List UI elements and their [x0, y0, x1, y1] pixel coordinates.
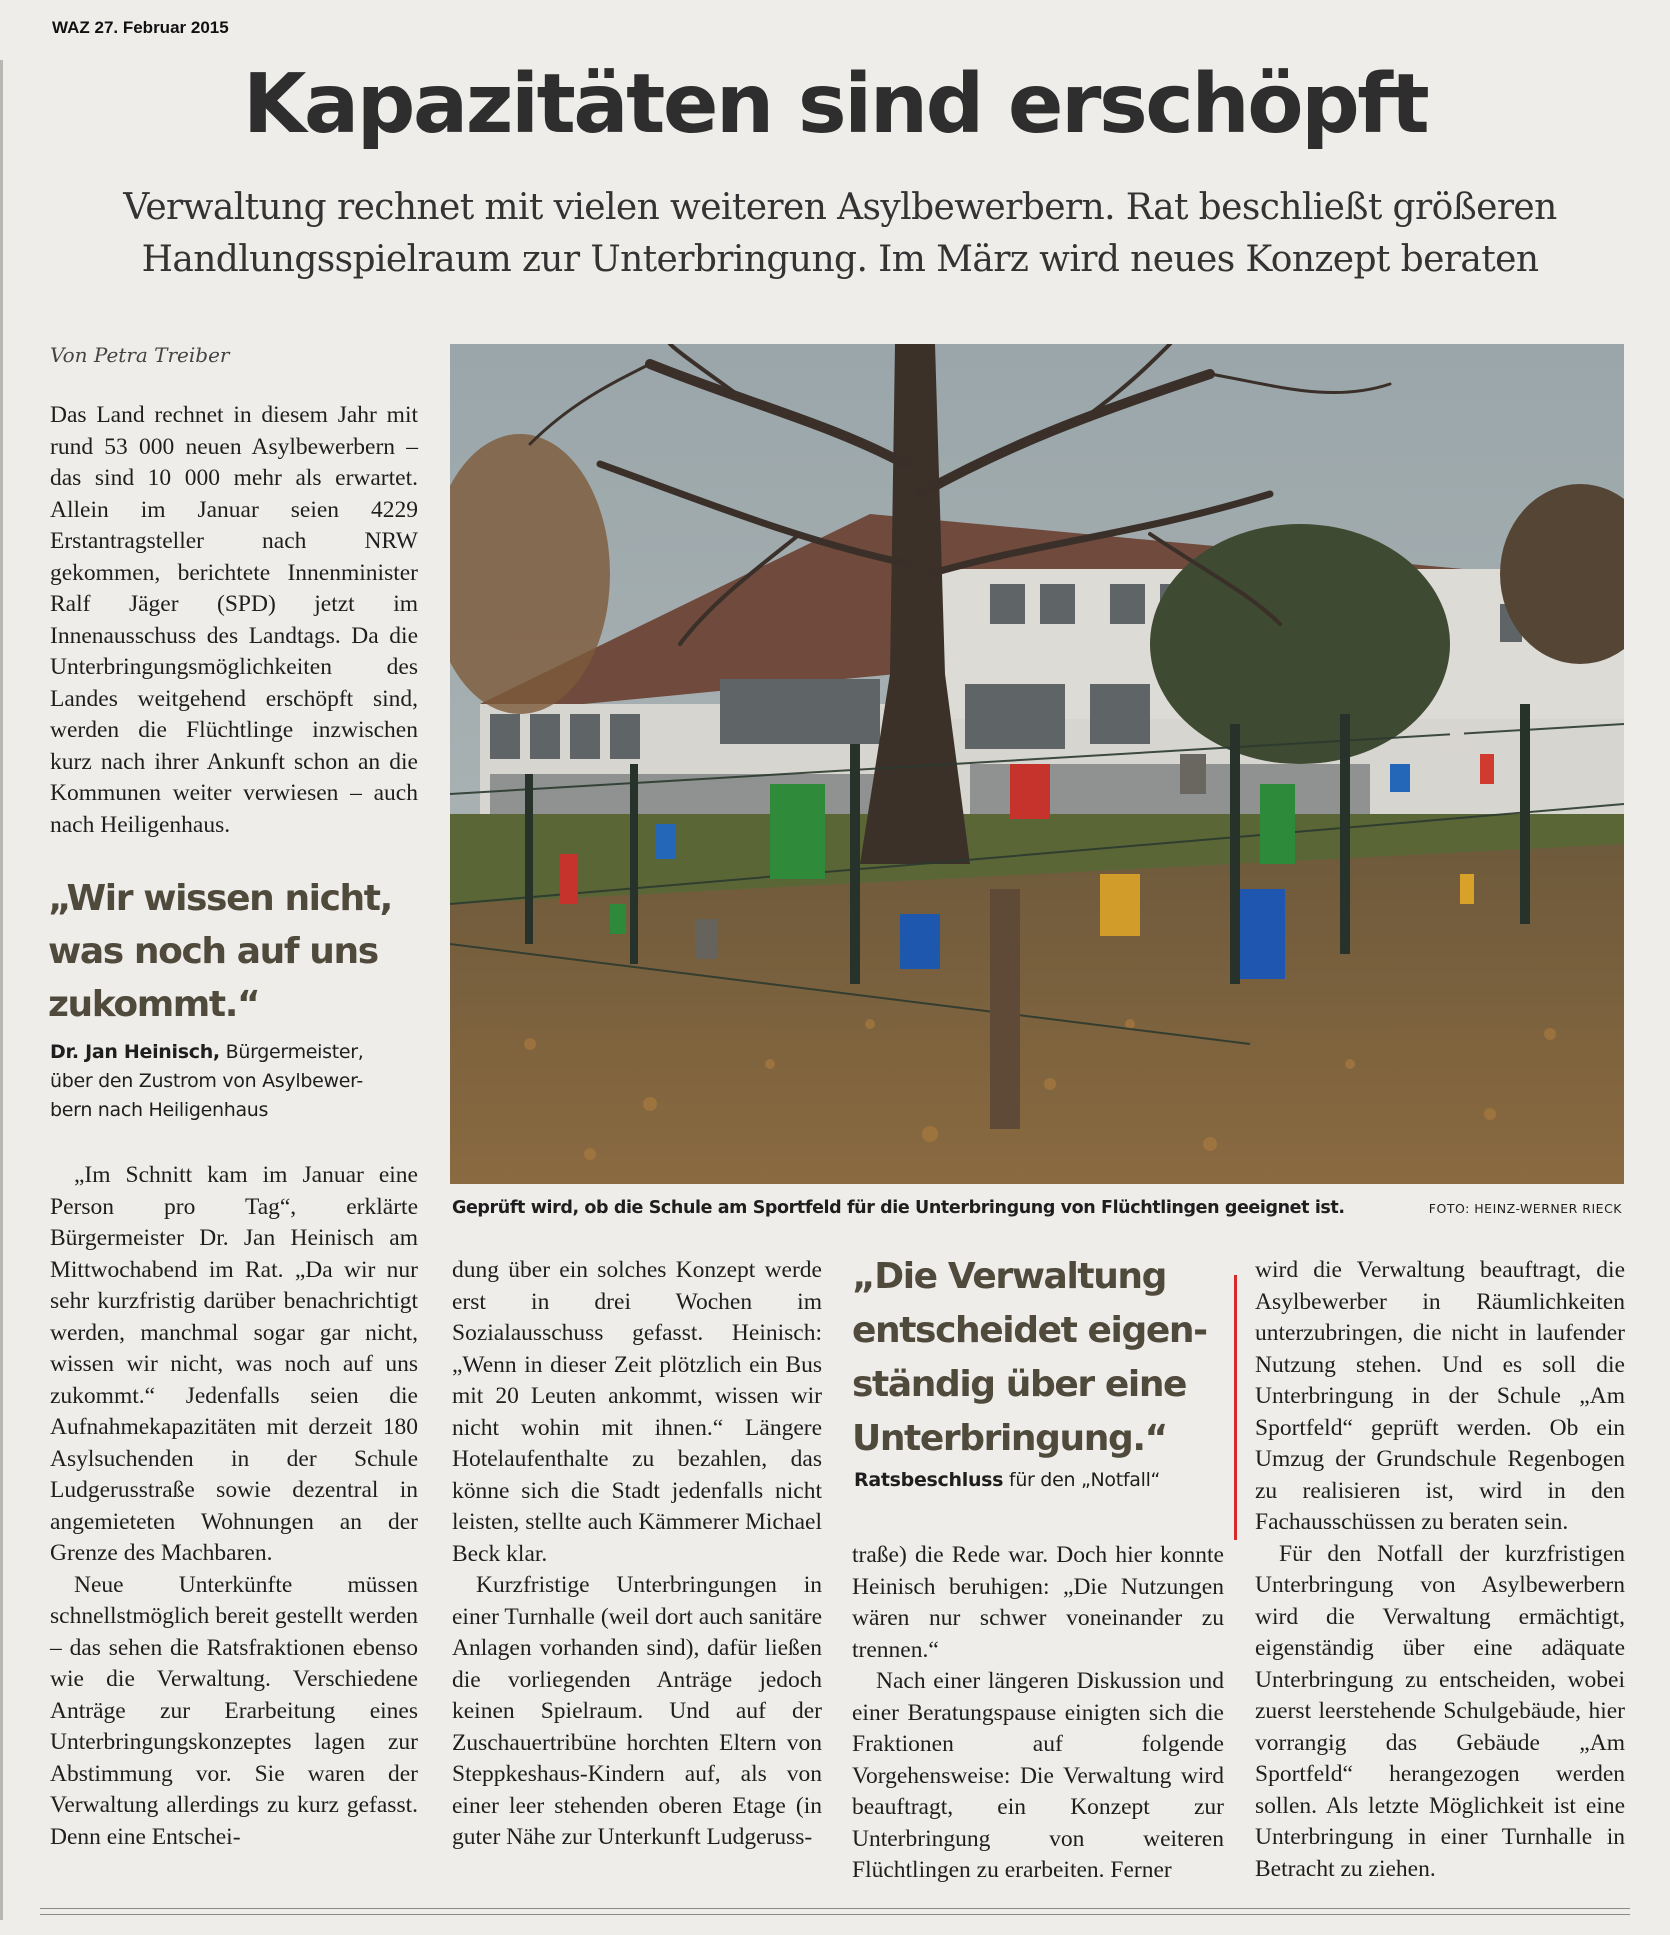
- article-photo: [450, 344, 1624, 1184]
- pull-quote-line: „Die Verwaltung: [852, 1256, 1167, 1297]
- attribution-role: Bürgermeister,: [219, 1041, 364, 1063]
- pull-quote-line: entscheidet eigen-: [852, 1310, 1207, 1351]
- subheadline-line: Verwaltung rechnet mit vielen weiteren Asylbewerbern. Rat beschließt größeren: [123, 187, 1557, 228]
- subheadline: [40, 182, 1640, 286]
- article-paragraph: Für den Notfall der kurzfristigen Unterbringung von Asylbewerbern wird die Verwaltung ermächtigt, eigenständig über eine adäquate Unterbringung zu entscheiden, wobei zuerst leerstehende Schulgebäude, hier vorrangig das Gebäude „Am Sportfeld“ herangezogen werden sollen. Als letzte Möglichkeit ist eine Unterbringung in einer Turnhalle in Betracht zu ziehen.: [1255, 1540, 1625, 1882]
- article-column-1-bottom: [50, 1160, 418, 1853]
- red-divider: [1234, 1275, 1237, 1540]
- pull-quote-1: [48, 872, 428, 1031]
- attribution-line: bern nach Heiligenhaus: [50, 1099, 269, 1121]
- article-column-2: [452, 1255, 822, 1854]
- attribution-rest: für den „Notfall“: [1003, 1469, 1161, 1491]
- article-paragraph: „Im Schnitt kam im Januar eine Person pro Tag“, erklärte Bürgermeister Dr. Jan Heinisch am Mittwochabend im Rat. „Da wir nur sehr kurzfristig darüber benachrichtigt werden, manchmal sogar gar nicht, wissen wir nicht, was noch auf uns zukommt.“ Jedenfalls seien die Aufnahmekapazitäten mit derzeit 180 Asylsuchenden in der Schule Ludgerusstraße sowie dezentral in angemieteten Wohnungen an der Grenze des Machbaren.: [50, 1162, 418, 1566]
- pull-quote-line: was noch auf uns: [48, 931, 378, 972]
- photo-caption: [452, 1198, 1622, 1224]
- attribution-line: über den Zustrom von Asylbewer-: [50, 1070, 363, 1092]
- source-label: WAZ 27. Februar 2015: [52, 18, 229, 37]
- page-edge: [0, 60, 3, 1920]
- photo-credit: FOTO: HEINZ-WERNER RIECK: [1428, 1201, 1622, 1216]
- pull-quote-line: ständig über eine: [852, 1364, 1187, 1405]
- caption-text: Geprüft wird, ob die Schule am Sportfeld für die Unterbringung von Flüchtlingen geeignet ist.: [452, 1198, 1345, 1218]
- pull-quote-2: [852, 1250, 1232, 1466]
- subheadline-line: Handlungsspielraum zur Unterbringung. Im März wird neues Konzept beraten: [141, 239, 1539, 280]
- article-column-4: [1255, 1255, 1625, 1885]
- attribution-bold: Ratsbeschluss: [854, 1469, 1004, 1491]
- article-paragraph: Kurzfristige Unterbringungen in einer Turnhalle (weil dort auch sanitäre Anlagen vorhanden sind), dafür ließen die vorliegenden Anträge jedoch keinen Spielraum. Und auf der Zuschauertribüne horchten Eltern von Steppkeshaus-Kindern auf, als von einer leer stehenden oberen Etage (in guter Nähe zur Unterkunft Ludgeruss-: [452, 1572, 823, 1850]
- article-paragraph: traße) die Rede war. Doch hier konnte Heinisch beruhigen: „Die Nutzungen wären nur schwer voneinander zu trennen.“: [852, 1542, 1224, 1663]
- attribution-name: Dr. Jan Heinisch,: [50, 1041, 220, 1063]
- footer-rule: [40, 1914, 1630, 1915]
- article-column-3: [852, 1540, 1224, 1887]
- byline: Von Petra Treiber: [50, 343, 230, 367]
- pull-quote-line: Unterbringung.“: [852, 1418, 1167, 1459]
- pull-quote-1-attribution: [50, 1038, 430, 1125]
- pull-quote-line: zukommt.“: [48, 984, 260, 1025]
- footer-rule: [40, 1908, 1630, 1909]
- article-paragraph: Nach einer längeren Diskussion und einer Beratungspause einigten sich die Fraktionen auf folgende Vorgehensweise: Die Verwaltung wird beauftragt, ein Konzept zur Unterbringung von weiteren Flüchtlingen zu erarbeiten. Ferner: [852, 1668, 1224, 1883]
- article-paragraph: Das Land rechnet in diesem Jahr mit rund 53 000 neuen Asylbewerbern – das sind 10 000 mehr als erwartet. Allein im Januar seien 4229 Erstantragsteller nach NRW gekommen, berichtete Innenminister Ralf Jäger (SPD) jetzt im Innenausschuss des Landtags. Da die Unterbringungsmöglichkeiten des Landes weitgehend erschöpft sind, werden die Flüchtlinge inzwischen kurz nach ihrer Ankunft schon an die Kommunen weiter verwiesen – auch nach Heiligenhaus.: [50, 402, 418, 838]
- article-paragraph: Neue Unterkünfte müssen schnellstmöglich bereit gestellt werden – das sehen die Ratsfraktionen ebenso wie die Verwaltung. Verschiedene Anträge zur Erarbeitung eines Unterbringungskonzeptes lagen zur Abstimmung vor. Sie waren der Verwaltung allerdings zu kurz gefasst. Denn eine Entschei-: [50, 1571, 418, 1850]
- headline: Kapazitäten sind erschöpft: [242, 57, 1428, 152]
- pull-quote-line: „Wir wissen nicht,: [48, 878, 392, 919]
- article-paragraph: wird die Verwaltung beauftragt, die Asylbewerber in Räumlichkeiten unterzubringen, die nicht in laufender Nutzung stehen. Und es soll die Unterbringung in der Schule „Am Sportfeld“ geprüft werden. Ob ein Umzug der Grundschule Regenbogen zu realisieren ist, wird in den Fachausschüssen zu beraten sein.: [1255, 1257, 1625, 1535]
- article-paragraph: dung über ein solches Konzept werde erst in drei Wochen im Sozialausschuss gefasst. Heinisch: „Wenn in dieser Zeit plötzlich ein Bus mit 20 Leuten ankommt, wissen wir nicht wohin mit ihnen.“ Längere Hotelaufenthalte zu bezahlen, das könne sich die Stadt jedenfalls nicht leisten, stellte auch Kämmerer Michael Beck klar.: [452, 1257, 822, 1567]
- article-column-1-top: [50, 400, 418, 841]
- pull-quote-2-attribution: [854, 1466, 1234, 1494]
- school-photo-illustration: [450, 344, 1624, 1184]
